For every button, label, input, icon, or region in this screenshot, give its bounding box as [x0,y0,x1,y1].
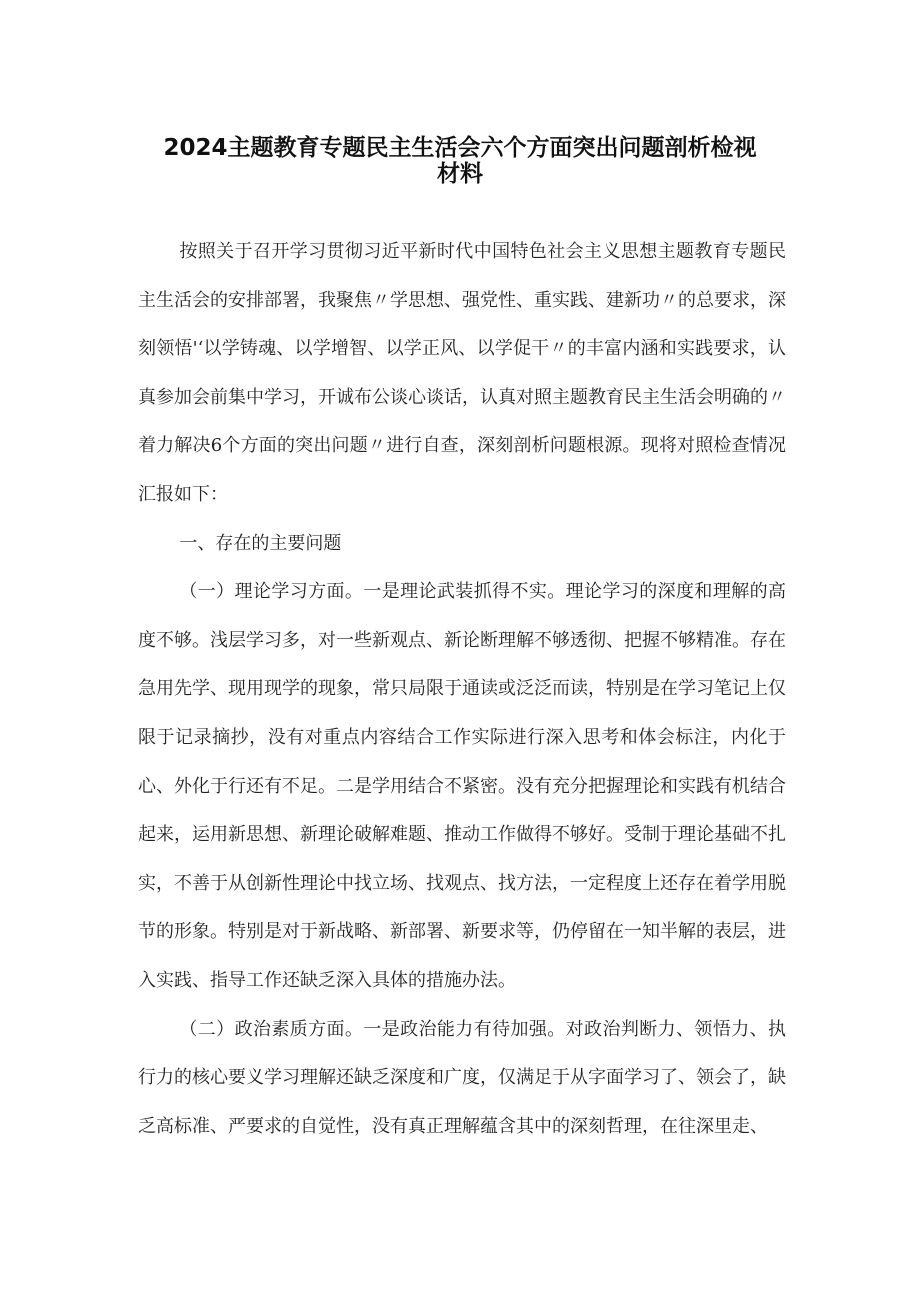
intro-paragraph: 按照关于召开学习贯彻习近平新时代中国特色社会主义思想主题教育专题民主生活会的安排部署，我聚焦〃学思想、强党性、重实践、建新功〃的总要求，深刻领悟'‘以学铸魂、以学增智、以学正风、以学促干〃的丰富内涵和实践要求，认真参加会前集中学习，开诚布公谈心谈话，认真对照主题教育民主生活会明确的〃着力解决6个方面的突出问题〃进行自查，深刻剖析问题根源。现将对照检查情况汇报如下： [138,241,786,505]
document-title-line-1: 2024主题教育专题民主生活会六个方面突出问题剖析检视 [163,135,757,161]
paragraph-theory-study: （一）理论学习方面。一是理论武装抓得不实。理论学习的深度和理解的高度不够。浅层学习多，对一些新观点、新论断理解不够透彻、把握不够精准。存在急用先学、现用现学的现象，常只局限于通读或泛泛而读，特别是在学习笔记上仅限于记录摘抄，没有对重点内容结合工作实际进行深入思考和体会标注，内化于心、外化于行还有不足。二是学用结合不紧密。没有充分把握理论和实践有机结合起来，运用新思想、新理论破解难题、推动工作做得不够好。受制于理论基础不扎实，不善于从创新性理论中找立场、找观点、找方法，一定程度上还存在着学用脱节的形象。特别是对于新战略、新部署、新要求等，仍停留在一知半解的表层，进入实践、指导工作还缺乏深入具体的措施办法。 [138,581,786,991]
paragraph-political-quality: （二）政治素质方面。一是政治能力有待加强。对政治判断力、领悟力、执行力的核心要义学习理解还缺乏深度和广度，仅满足于从字面学习了、领会了，缺乏高标准、严要求的自觉性，没有真正理解蕴含其中的深刻哲理，在往深里走、 [138,1018,786,1137]
document-title-line-2: 材料 [437,161,483,187]
document-body [138,228,786,1151]
section-heading-main-problems: 一、存在的主要问题 [179,532,342,554]
